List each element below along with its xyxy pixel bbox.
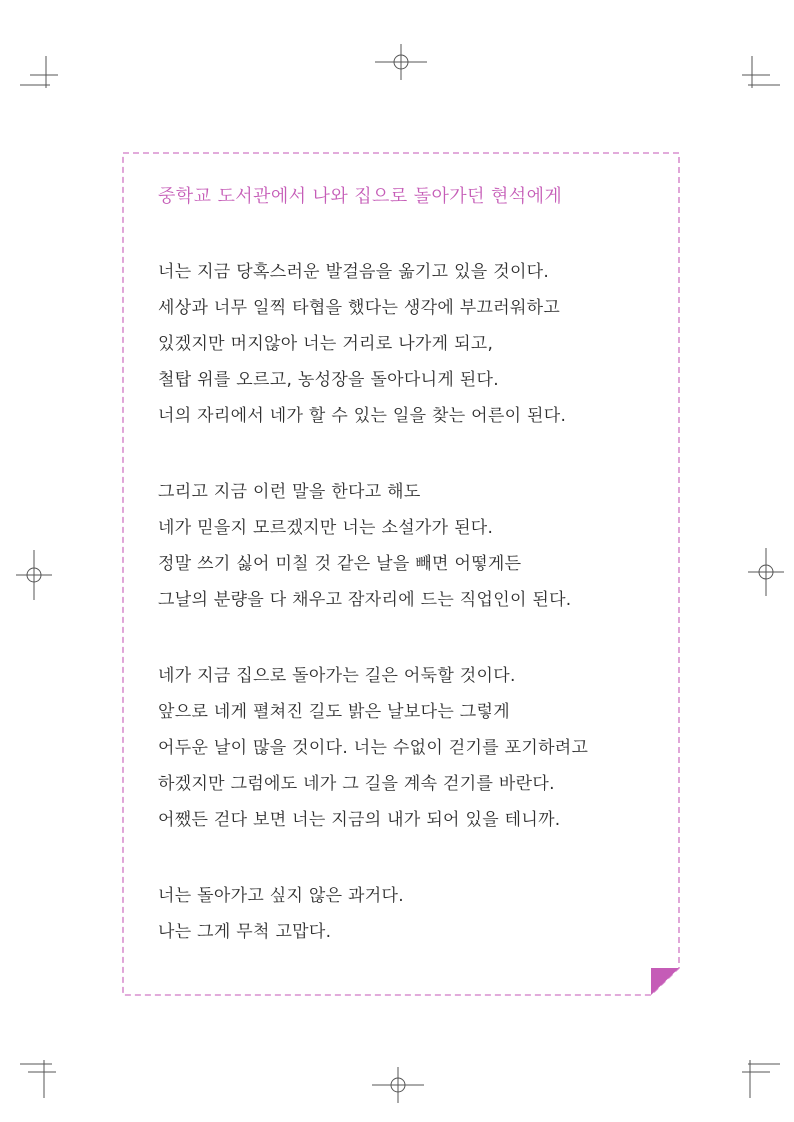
letter-line: 있겠지만 머지않아 너는 거리로 나가게 되고, — [158, 334, 494, 354]
crop-mark-top-right — [742, 56, 780, 88]
letter-line: 너는 지금 당혹스러운 발걸음을 옮기고 있을 것이다. — [158, 262, 550, 282]
letter-line: 앞으로 네게 펼쳐진 길도 밝은 날보다는 그렇게 — [158, 702, 510, 722]
letter-heading: 중학교 도서관에서 나와 집으로 돌아가던 현석에게 — [158, 186, 563, 207]
letter-line: 정말 쓰기 싫어 미칠 것 같은 날을 빼면 어떻게든 — [158, 554, 522, 574]
letter-line: 너는 돌아가고 싶지 않은 과거다. — [158, 886, 404, 906]
letter-line: 너의 자리에서 네가 할 수 있는 일을 찾는 어른이 된다. — [158, 406, 567, 426]
letter-line: 그리고 지금 이런 말을 한다고 해도 — [158, 482, 421, 502]
letter-line: 네가 지금 집으로 돌아가는 길은 어둑할 것이다. — [158, 666, 516, 686]
letter-line: 어두운 날이 많을 것이다. 너는 수없이 걷기를 포기하려고 — [158, 738, 589, 758]
registration-mark-top — [375, 44, 427, 80]
letter-line: 철탑 위를 오르고, 농성장을 돌아다니게 된다. — [158, 370, 499, 390]
stanza — [158, 254, 658, 434]
letter-line: 세상과 너무 일찍 타협을 했다는 생각에 부끄러워하고 — [158, 298, 561, 318]
stanza — [158, 658, 658, 838]
letter-line: 하겠지만 그럼에도 네가 그 길을 계속 걷기를 바란다. — [158, 774, 555, 794]
letter-line: 나는 그게 무척 고맙다. — [158, 922, 332, 942]
letter-line: 그날의 분량을 다 채우고 잠자리에 드는 직업인이 된다. — [158, 590, 572, 610]
letter — [158, 180, 658, 990]
crop-mark-bottom-left — [20, 1060, 56, 1098]
stanza — [158, 878, 658, 950]
stanza — [158, 474, 658, 618]
letter-line: 네가 믿을지 모르겠지만 너는 소설가가 된다. — [158, 518, 494, 538]
letter-body — [158, 254, 658, 950]
crop-mark-bottom-right — [742, 1060, 780, 1098]
crop-mark-top-left — [20, 56, 58, 88]
registration-mark-left — [16, 550, 52, 600]
registration-mark-right — [748, 548, 784, 596]
registration-mark-bottom — [372, 1067, 424, 1103]
letter-line: 어쨌든 걷다 보면 너는 지금의 내가 되어 있을 테니까. — [158, 810, 561, 830]
